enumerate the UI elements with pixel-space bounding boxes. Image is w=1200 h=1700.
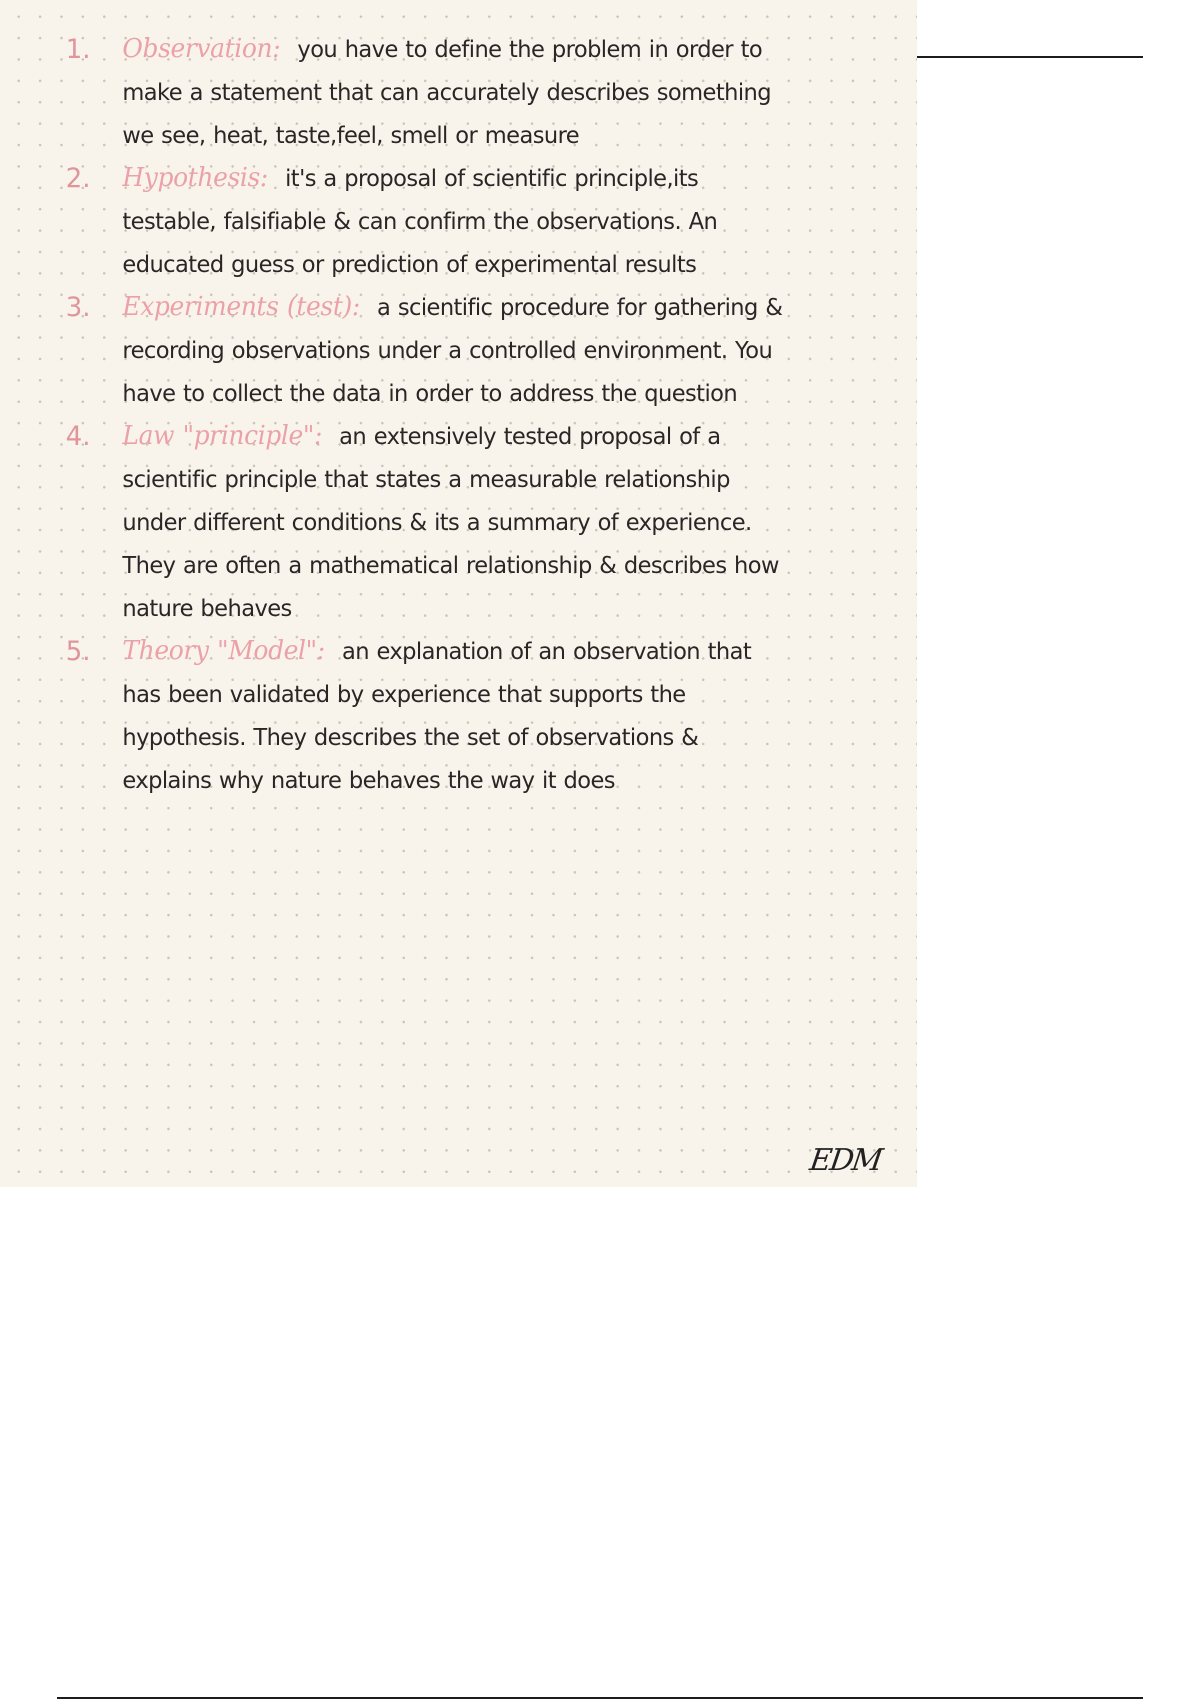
term-law: Law "principle": [122,421,323,451]
definition-experiments: a scientific procedure for gathering & recording observations under a controlled environment. You have to collect the data in order to address the question [122,293,783,407]
item-number: 2. [65,163,91,194]
list-item-hypothesis [60,157,790,286]
header-rule [917,56,1143,58]
definition-observation: you have to define the problem in order to make a statement that can accurately describes something we see, heat, taste,feel, smell or measure [122,35,771,149]
term-observation: Observation: [122,34,281,64]
scientific-method-list [60,28,820,802]
author-signature: EDM [807,1143,884,1178]
item-number: 5. [65,636,91,667]
list-item-experiments [60,286,790,415]
term-hypothesis: Hypothesis: [122,163,268,193]
item-number: 4. [65,421,91,452]
footer-rule [57,1697,1143,1699]
term-theory: Theory "Model": [122,636,325,666]
list-item-theory [60,630,790,802]
item-number: 3. [65,292,91,323]
item-number: 1. [65,34,91,65]
term-experiments: Experiments (test): [122,292,360,322]
definition-hypothesis: it's a proposal of scientific principle,its testable, falsifiable & can confirm the observations. An educated guess or prediction of experimental results [122,164,718,278]
list-item-observation [60,28,790,157]
definition-theory: an explanation of an observation that has been validated by experience that supports the hypothesis. They describes the set of observations & explains why nature behaves the way it does [122,637,752,794]
list-item-law [60,415,790,630]
definition-law: an extensively tested proposal of a scientific principle that states a measurable relationship under different conditions & its a summary of experience. They are often a mathematical relationship & describes how nature behaves [122,422,779,622]
